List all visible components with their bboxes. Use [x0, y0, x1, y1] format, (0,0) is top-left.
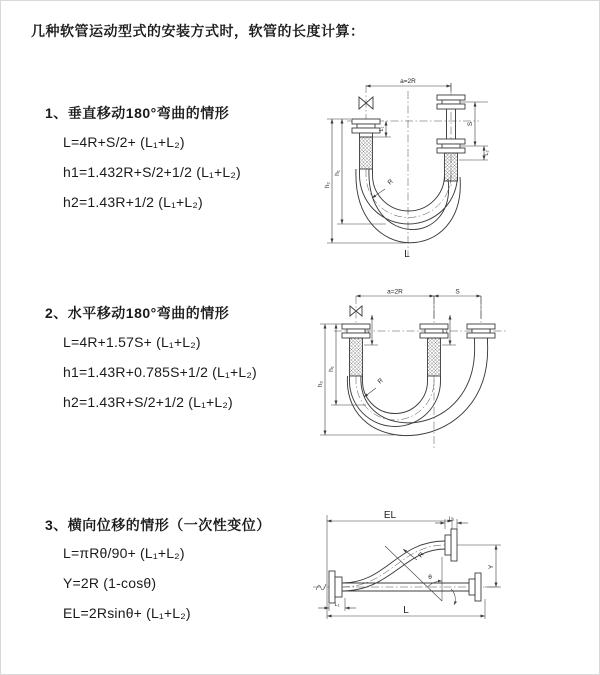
lower-right-flange: [469, 573, 481, 601]
page-title: 几种软管运动型式的安装方式时，软管的长度计算：: [31, 23, 365, 39]
right-flange-upper: [437, 95, 465, 109]
dim-label-h1: h₁: [328, 366, 335, 372]
section-3-formula-Y: Y=2R (1-cosθ): [63, 575, 157, 591]
section-2-formula-h1: h1=1.43R+0.785S+1/2 (L₁+L₂): [63, 364, 257, 380]
dim-label-theta: θ: [428, 574, 432, 581]
section-1-formula-L: L=4R+S/2+ (L₁+L₂): [63, 134, 185, 150]
section-2-formula-h2: h2=1.43R+S/2+1/2 (L₁+L₂): [63, 394, 233, 410]
right-flange-lower: [437, 139, 465, 153]
dim-label-l2: L₂: [443, 328, 449, 334]
section-2-heading: 2、水平移动180°弯曲的情形: [45, 305, 230, 321]
diagram-vertical-move-180: [311, 71, 583, 263]
section-1-heading: 1、垂直移动180°弯曲的情形: [45, 105, 230, 121]
upper-right-flange: [445, 529, 457, 561]
leader-line: [364, 388, 376, 397]
left-flange: [329, 571, 342, 603]
dim-label-s: S: [467, 121, 474, 127]
diagram-lateral-displacement: [299, 499, 599, 644]
dim-label-h2: h₂: [324, 181, 331, 189]
dim-label-l1: L₁: [334, 602, 340, 608]
section-1-formula-h2: h2=1.43R+1/2 (L₁+L₂): [63, 194, 203, 210]
dim-label-el: EL: [383, 510, 397, 521]
dim-label-l: L: [404, 249, 410, 260]
hose-outline: [350, 376, 441, 427]
dim-label-r: R: [386, 178, 395, 187]
dim-label-l: L: [403, 605, 409, 616]
braided-hose-section: [350, 338, 363, 376]
section-3-formula-L: L=πRθ/90+ (L₁+L₂): [63, 545, 185, 561]
dim-label-l2: L₂: [448, 516, 455, 523]
hose-outline: [363, 376, 428, 414]
extension-line: [434, 296, 481, 319]
hose-outline-shifted: [347, 343, 487, 436]
dim-label-y: Y: [488, 564, 495, 570]
section-3-heading: 3、横向位移的情形（一次性变位）: [45, 517, 271, 533]
dim-label-s: S: [455, 288, 460, 296]
dim-label-l1: L₁: [379, 126, 385, 132]
dim-label-a2r: a=2R: [400, 78, 416, 85]
braided-hose-section: [428, 338, 441, 376]
dim-label-l1: L₁: [365, 328, 371, 334]
angle-arc: [428, 581, 443, 587]
hose-outline-extended: [369, 169, 449, 230]
dim-label-h1: h₁: [334, 170, 341, 176]
braided-hose-section: [360, 137, 373, 169]
section-3-formula-EL: EL=2Rsinθ+ (L₁+L₂): [63, 605, 191, 621]
pipe: [475, 338, 488, 343]
diagram-horizontal-move-180: [306, 283, 598, 468]
radius-construction-line: [385, 546, 442, 601]
section-2-formula-L: L=4R+1.57S+ (L₁+L₂): [63, 334, 201, 350]
dim-label-r: R: [417, 551, 426, 560]
dim-label-r: R: [376, 377, 385, 386]
hose-outline-curved: [342, 549, 445, 591]
dim-label-h2: h₂: [317, 380, 324, 388]
dim-label-a2r: a=2R: [387, 288, 403, 296]
section-1-formula-h1: h1=1.432R+S/2+1/2 (L₁+L₂): [63, 164, 241, 180]
dim-label-l2: L₂: [484, 150, 490, 156]
left-flange: [352, 119, 380, 137]
leader-line: [372, 189, 385, 198]
